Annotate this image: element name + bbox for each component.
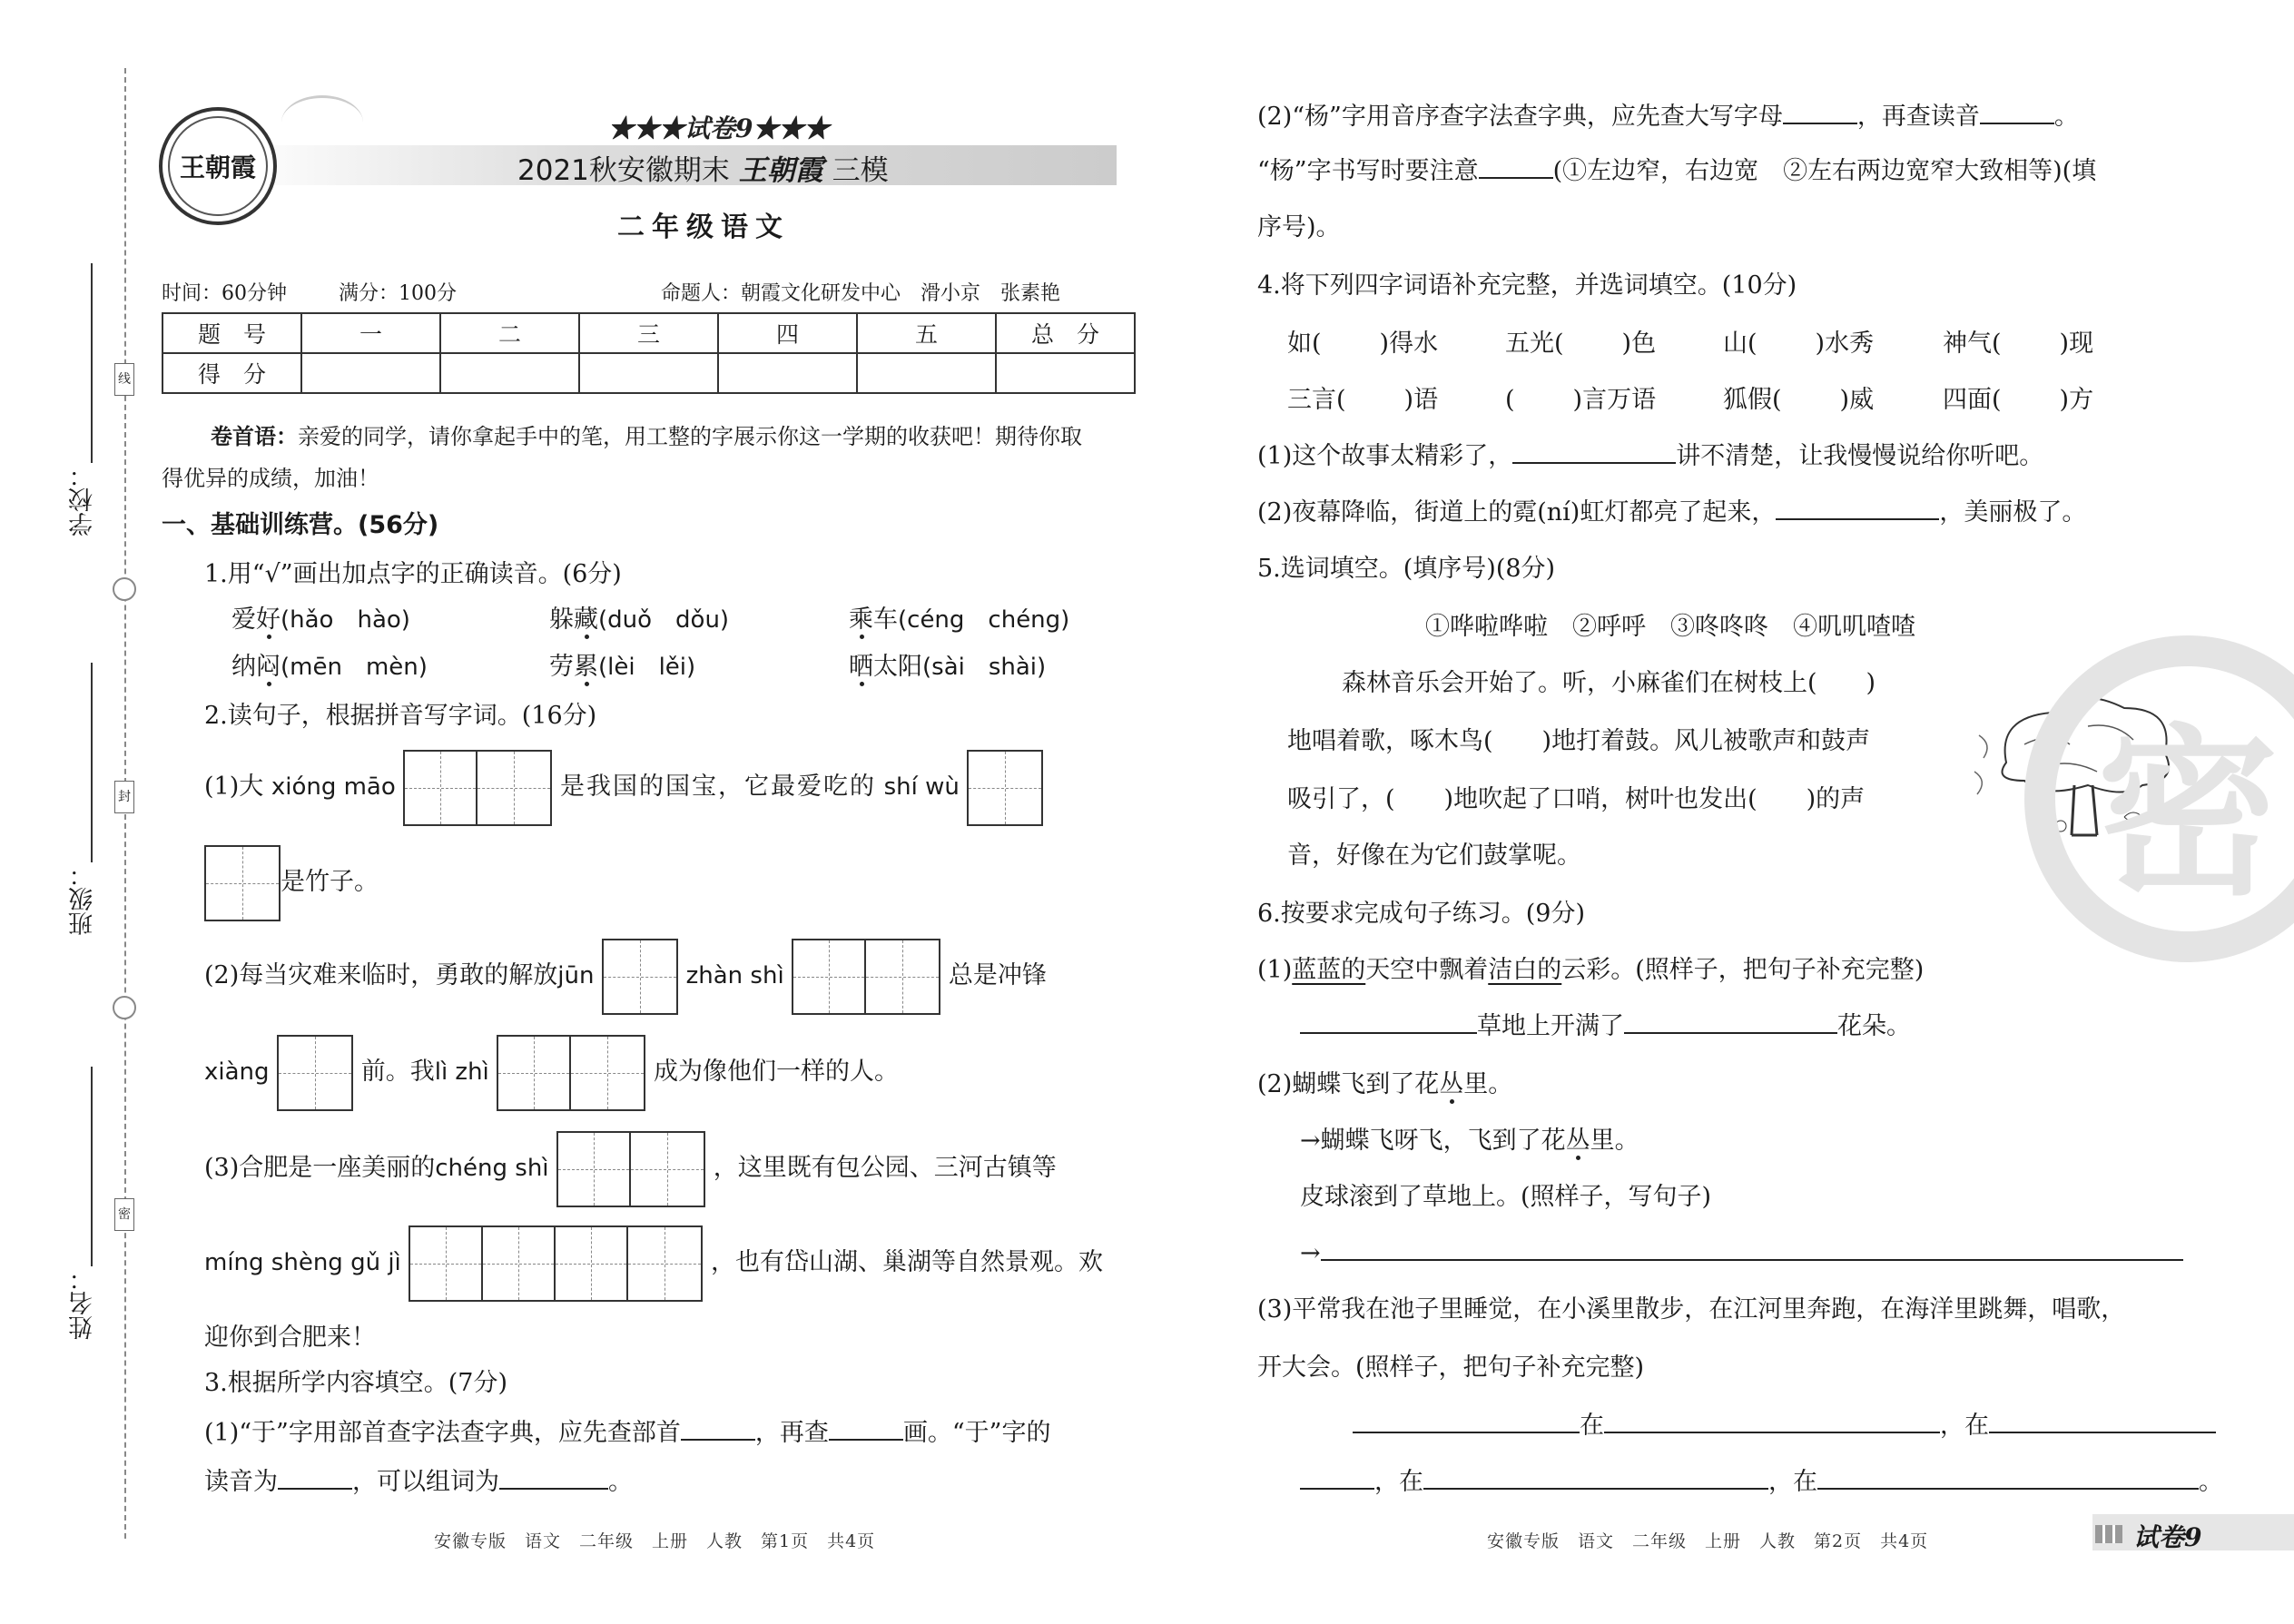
- answer-blank[interactable]: [1300, 1010, 1477, 1034]
- q6-2-task: 皮球滚到了草地上。(照样子，写句子): [1300, 1183, 1712, 1211]
- section-1-title: 一、基础训练营。(56分): [162, 511, 439, 539]
- q4-word-4: 神气( )现: [1943, 330, 2094, 358]
- time-info: 时间：60分钟: [162, 282, 287, 305]
- answer-blank[interactable]: [1989, 1410, 2216, 1433]
- q4-word-8: 四面( )方: [1943, 386, 2094, 414]
- footer-right: 安徽专版 语文 二年级 上册 人教 第2页 共4页: [1487, 1531, 1929, 1551]
- q6-title: 6.按要求完成句子练习。(9分): [1257, 900, 1586, 928]
- q6-3-answer-1: 在 ，在: [1353, 1409, 2216, 1443]
- logo-badge: [159, 107, 277, 225]
- score-cell[interactable]: [996, 353, 1135, 393]
- q1-item-3: 乘车(céng chéng): [849, 605, 1070, 634]
- footer-paper-tag: 试卷9: [2133, 1522, 2202, 1552]
- q4-word-6: ( )言万语: [1505, 386, 1657, 414]
- writing-grid[interactable]: [204, 845, 281, 921]
- q2-1-line-2: 是竹子。: [204, 844, 379, 921]
- q1-item-5: 劳累(lèi lěi): [549, 653, 696, 681]
- q6-2-line: (2)蝴蝶飞到了花丛里。: [1257, 1070, 1513, 1098]
- q5-line-1: 森林音乐会开始了。听，小麻雀们在树枝上( ): [1342, 669, 1876, 697]
- class-field-line[interactable]: [91, 663, 93, 862]
- seal-mark-secret: 密: [114, 1198, 134, 1231]
- intro-line-2: 得优异的成绩，加油！: [162, 466, 379, 491]
- q6-2-example: →蝴蝶飞呀飞，飞到了花丛里。: [1300, 1127, 1639, 1155]
- seal-mark-seal: 封: [114, 781, 134, 813]
- q6-3-line-2: 开大会。(照样子，把句子补充完整): [1257, 1353, 1645, 1382]
- score-cell[interactable]: [857, 353, 996, 393]
- q5-line-3: 吸引了，( )地吹起了口哨，树叶也发出( )的声: [1287, 785, 1866, 813]
- q2-1-line: (1)大 xióng māo 是我国的国宝，它最爱吃的 shí wù: [204, 749, 1043, 826]
- score-table: [162, 312, 1136, 394]
- q4-title: 4.将下列四字词语补充完整，并选词填空。(10分): [1257, 271, 1797, 300]
- q4-1-line: (1)这个故事太精彩了， 讲不清楚，让我慢慢说给你听吧。: [1257, 442, 2044, 470]
- school-label: 学校：: [69, 463, 97, 536]
- answer-blank[interactable]: [1353, 1410, 1580, 1433]
- writing-grid[interactable]: [497, 1035, 645, 1111]
- q5-options: ①哗啦哗啦 ②呼呼 ③咚咚咚 ④叽叽喳喳: [1425, 613, 1915, 641]
- exam-title: 2021秋安徽期末 王朝霞 三模: [517, 154, 889, 187]
- score-table-score-row: 得 分: [162, 353, 1135, 393]
- answer-blank[interactable]: [1512, 440, 1676, 464]
- q1-item-1: 爱好(hǎo hào): [231, 605, 410, 634]
- binding-circle-1: [113, 577, 136, 601]
- title-brand: 王朝霞: [738, 154, 823, 187]
- answer-blank[interactable]: [1321, 1237, 2183, 1261]
- school-field-line[interactable]: [91, 263, 93, 463]
- q2-2-line-2: xiàng 前。我lì zhì 成为像他们一样的人。: [204, 1034, 899, 1111]
- writing-grid[interactable]: [556, 1131, 705, 1207]
- q1-title: 1.用“√”画出加点字的正确读音。(6分): [204, 560, 622, 588]
- score-cell[interactable]: [440, 353, 579, 393]
- answer-blank[interactable]: [499, 1466, 608, 1490]
- q6-2-answer: →: [1300, 1236, 2183, 1271]
- answer-blank[interactable]: [1783, 101, 1857, 124]
- q1-item-4: 纳闷(mēn mèn): [231, 653, 428, 681]
- score-table-header-row: 题 号 一 二 三 四 五 总 分: [162, 313, 1135, 353]
- q4-word-1: 如( )得水: [1287, 330, 1439, 358]
- footer-squares-icon: [2095, 1525, 2122, 1543]
- q3-1-line-2: 读音为 ，可以组词为 。: [204, 1468, 633, 1496]
- score-info: 满分：100分: [339, 282, 457, 305]
- watermark-seal: 密: [2024, 635, 2294, 962]
- name-field-line[interactable]: [91, 1067, 93, 1266]
- q3-title: 3.根据所学内容填空。(7分): [204, 1369, 508, 1397]
- q5-line-2: 地唱着歌，啄木鸟( )地打着鼓。风儿被歌声和鼓声: [1287, 727, 1871, 755]
- answer-blank[interactable]: [1300, 1466, 1374, 1490]
- q3-2-line-3: 序号)。: [1257, 213, 1341, 241]
- score-cell[interactable]: [718, 353, 857, 393]
- logo-inner-ring: 王朝霞: [168, 116, 268, 216]
- intro-line-1: 卷首语：亲爱的同学，请你拿起手中的笔，用工整的字展示你这一学期的收获吧！期待你取: [211, 423, 1082, 449]
- answer-blank[interactable]: [1776, 497, 1939, 520]
- class-label: 班级：: [69, 862, 97, 936]
- q3-2-line: (2)“杨”字用音序查字法查字典，应先查大写字母 ，再查读音 。: [1257, 103, 2079, 131]
- binding-circle-2: [113, 996, 136, 1019]
- answer-blank[interactable]: [1624, 1010, 1837, 1034]
- q2-2-line: (2)每当灾难来临时，勇敢的解放jūn zhàn shì 总是冲锋: [204, 938, 1047, 1015]
- writing-grid[interactable]: [792, 939, 940, 1015]
- score-cell[interactable]: [301, 353, 440, 393]
- answer-blank[interactable]: [681, 1417, 755, 1441]
- q6-1-answer: 草地上开满了 花朵。: [1300, 1009, 1911, 1044]
- answer-blank[interactable]: [1604, 1410, 1940, 1433]
- q6-1-example: (1)蓝蓝的天空中飘着洁白的云彩。(照样子，把句子补充完整): [1257, 956, 1925, 984]
- footer-left: 安徽专版 语文 二年级 上册 人教 第1页 共4页: [434, 1531, 876, 1551]
- author-info: 命题人：朝霞文化研发中心 滑小京 张素艳: [661, 282, 1061, 305]
- writing-grid[interactable]: [277, 1035, 353, 1111]
- answer-blank[interactable]: [1423, 1466, 1768, 1490]
- q1-item-2: 躲藏(duǒ dǒu): [549, 605, 730, 634]
- seal-mark-line: 线: [114, 363, 134, 396]
- q2-title: 2.读句子，根据拼音写字词。(16分): [204, 702, 597, 730]
- score-cell[interactable]: [579, 353, 718, 393]
- q4-word-7: 狐假( )威: [1723, 386, 1875, 414]
- q2-3-line-2: míng shèng gǔ jì ，也有岱山湖、巢湖等自然景观。欢: [204, 1225, 1103, 1302]
- q3-2-line-2: “杨”字书写时要注意 (①左边窄，右边宽 ②左右两边宽窄大致相等)(填: [1257, 157, 2097, 185]
- writing-grid[interactable]: [602, 939, 678, 1015]
- q4-word-2: 五光( )色: [1505, 330, 1657, 358]
- q5-line-4: 音，好像在为它们鼓掌呢。: [1287, 842, 1581, 870]
- answer-blank[interactable]: [278, 1466, 352, 1490]
- name-label: 姓名：: [69, 1266, 97, 1340]
- writing-grid[interactable]: [403, 750, 552, 826]
- ribbon-icon: [281, 95, 363, 150]
- q1-item-6: 晒太阳(sài shài): [849, 653, 1047, 681]
- q2-3-line-3: 迎你到合肥来！: [204, 1324, 376, 1352]
- answer-blank[interactable]: [1479, 155, 1553, 179]
- answer-blank[interactable]: [829, 1417, 903, 1441]
- q5-title: 5.选词填空。(填序号)(8分): [1257, 555, 1556, 583]
- q6-3-answer-2: ，在 ，在 。: [1300, 1465, 2223, 1500]
- q2-3-line: (3)合肥是一座美丽的chéng shì ，这里既有包公园、三河古镇等: [204, 1130, 1057, 1207]
- writing-grid[interactable]: [967, 750, 1043, 826]
- answer-blank[interactable]: [1817, 1466, 2199, 1490]
- writing-grid[interactable]: [409, 1225, 703, 1302]
- q4-2-line: (2)夜幕降临，街道上的霓(ní)虹灯都亮了起来， ，美丽极了。: [1257, 498, 2087, 527]
- q3-1-line: (1)“于”字用部首查字法查字典，应先查部首 ，再查 画。“于”字的: [204, 1419, 1051, 1447]
- paper-number: ★★★试卷9★★★: [608, 113, 830, 143]
- q6-3-line: (3)平常我在池子里睡觉，在小溪里散步，在江河里奔跑，在海洋里跳舞，唱歌，: [1257, 1295, 2126, 1324]
- q4-word-5: 三言( )语: [1287, 386, 1439, 414]
- answer-blank[interactable]: [1980, 101, 2054, 124]
- subject-title: 二年级语文: [617, 212, 790, 243]
- q4-word-3: 山( )水秀: [1723, 330, 1875, 358]
